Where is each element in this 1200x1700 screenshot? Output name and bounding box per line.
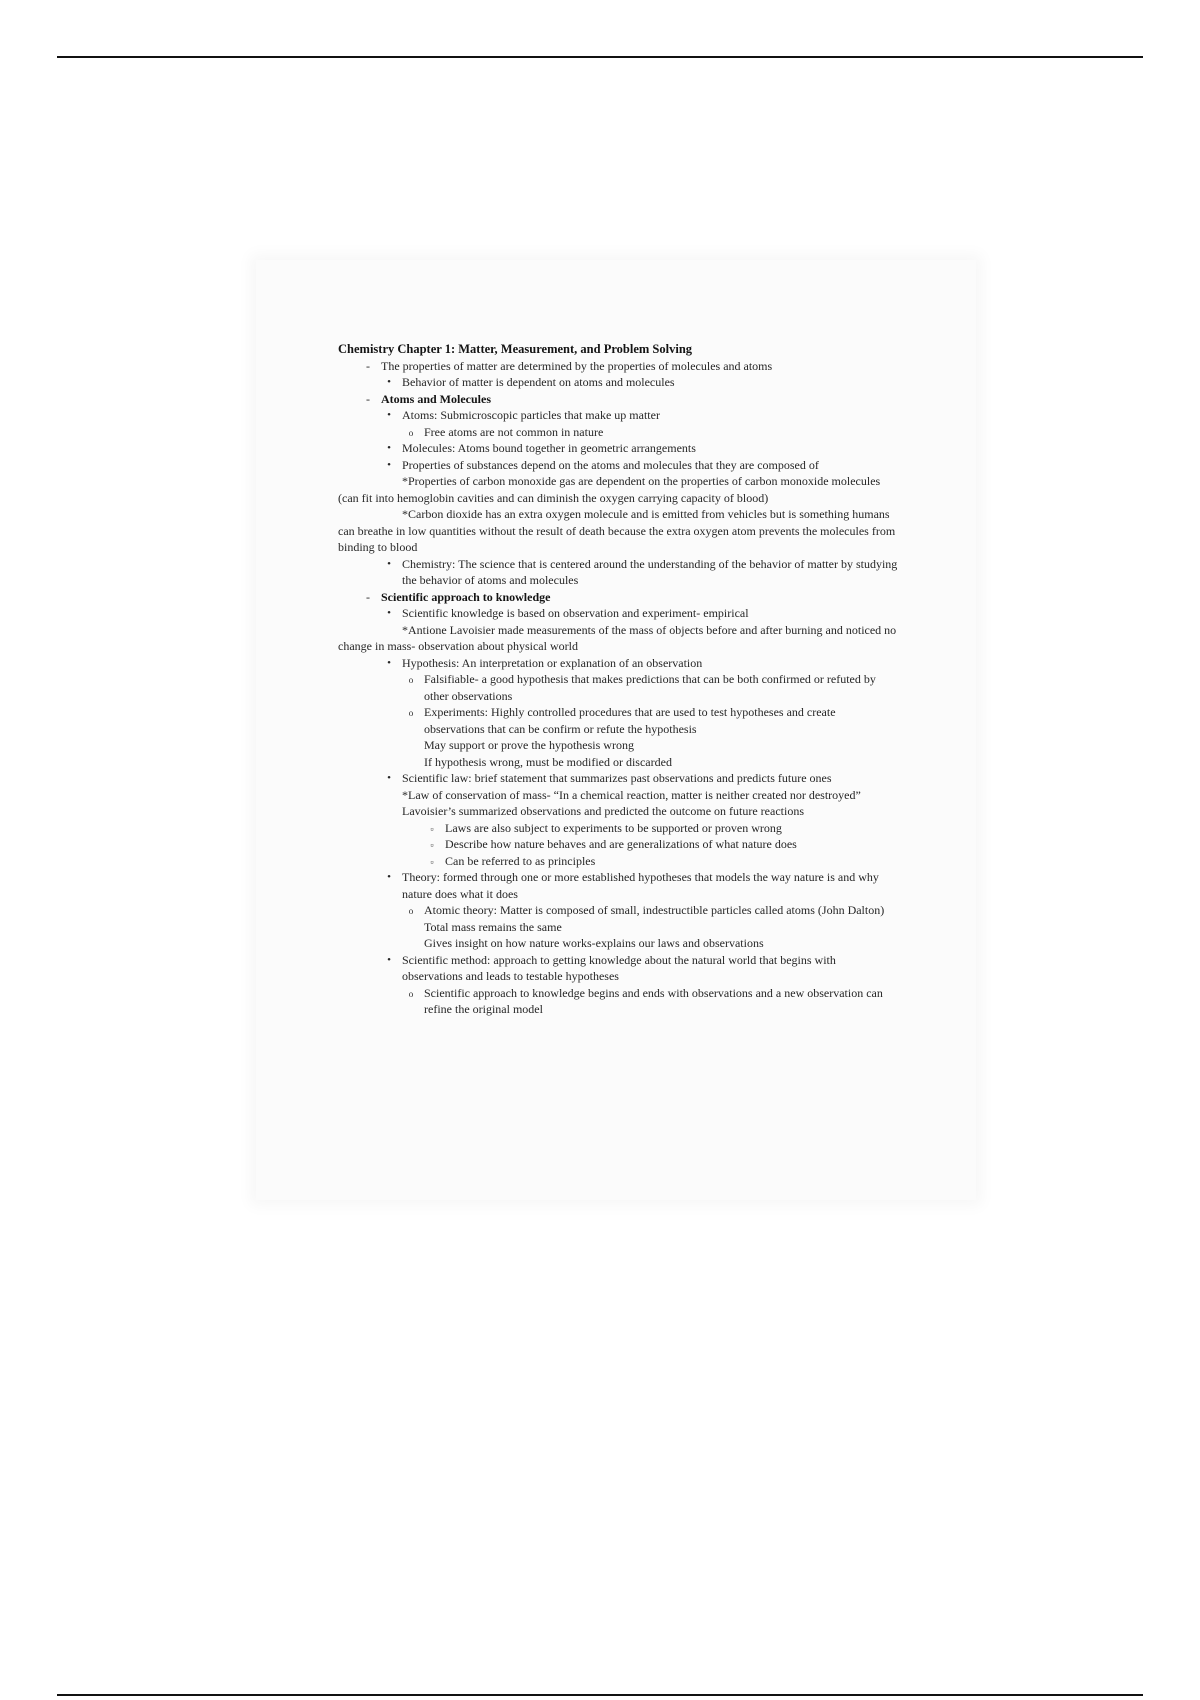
bullet-marker: •: [387, 607, 391, 619]
list-continuation: Gives insight on how nature works-explains our laws and observations: [424, 936, 764, 950]
list-item: o Atomic theory: Matter is composed of small, indestructible particles called atoms (John Dalton): [338, 902, 898, 919]
bullet-marker: •: [387, 871, 391, 883]
bullet-marker: •: [387, 656, 391, 669]
bullet-marker: •: [387, 557, 391, 570]
list-item: • Behavior of matter is dependent on atoms and molecules: [338, 374, 898, 391]
list-item: • Properties of substances depend on the atoms and molecules that they are composed of: [338, 457, 898, 474]
list-item: • Molecules: Atoms bound together in geometric arrangements: [338, 440, 898, 457]
bullet-marker: •: [387, 953, 391, 966]
bullet-marker: •: [387, 772, 391, 784]
list-item: • Scientific knowledge is based on observation and experiment- empirical: [338, 605, 898, 622]
bottom-rule: [57, 1694, 1143, 1696]
list-item: • Chemistry: The science that is centered around the understanding of the behavior of matter by studying the behavior of atoms and molecules: [338, 556, 898, 589]
circle-marker: o: [408, 708, 414, 718]
bullet-marker: •: [387, 409, 391, 421]
list-item: • Scientific law: brief statement that summarizes past observations and predicts future ones: [338, 770, 898, 787]
dash-marker: -: [366, 589, 370, 604]
list-continuation: If hypothesis wrong, must be modified or discarded: [424, 754, 672, 769]
dash-marker: -: [366, 391, 370, 406]
square-marker: ▫: [430, 856, 434, 867]
list-item: • Hypothesis: An interpretation or explanation of an observation: [338, 655, 898, 672]
list-continuation: Total mass remains the same: [424, 919, 562, 934]
circle-marker: o: [408, 427, 414, 438]
document-body: [338, 341, 898, 1018]
list-continuation: Lavoisier’s summarized observations and predicted the outcome on future reactions: [402, 804, 804, 818]
list-item: ▫ Describe how nature behaves and are generalizations of what nature does: [338, 836, 898, 853]
bullet-marker: •: [387, 442, 391, 454]
bullet-marker: •: [387, 376, 391, 388]
list-item: • Atoms: Submicroscopic particles that make up matter: [338, 407, 898, 424]
list-continuation: *Law of conservation of mass- “In a chemical reaction, matter is neither created nor destroyed”: [402, 787, 861, 802]
list-item: ▫ Can be referred to as principles: [338, 853, 898, 870]
circle-marker: o: [408, 675, 414, 685]
note-paragraph: *Antione Lavoisier made measurements of the mass of objects before and after burning and noticed no change in mass- observation about physical world: [338, 622, 897, 653]
note-paragraph: *Properties of carbon monoxide gas are dependent on the properties of carbon monoxide molecules (can fit into hemoglobin cavities and can diminish the oxygen carrying capacity of blood): [338, 474, 881, 505]
list-item: ▫ Laws are also subject to experiments to be supported or proven wrong: [338, 820, 898, 837]
circle-marker: o: [408, 906, 414, 916]
note-paragraph: *Carbon dioxide has an extra oxygen molecule and is emitted from vehicles but is something humans can breathe in low quantities without the result of death because the extra oxygen atom prevents the molecules from binding to blood: [338, 507, 896, 554]
document-title: Chemistry Chapter 1: Matter, Measurement, and Problem Solving: [338, 342, 693, 356]
list-item: - The properties of matter are determined by the properties of molecules and atoms: [338, 358, 898, 375]
list-continuation: May support or prove the hypothesis wrong: [424, 738, 634, 752]
section-heading: - Atoms and Molecules: [338, 391, 898, 408]
list-item: o Experiments: Highly controlled procedures that are used to test hypotheses and create observations that can be confirm or refute the hypothesis: [338, 704, 898, 737]
list-item: o Free atoms are not common in nature: [338, 424, 898, 441]
list-item: o Scientific approach to knowledge begins and ends with observations and a new observation can refine the original model: [338, 985, 898, 1018]
list-item: • Theory: formed through one or more established hypotheses that models the way nature is and why nature does what it does: [338, 869, 898, 902]
square-marker: ▫: [430, 823, 434, 834]
bullet-marker: •: [387, 458, 391, 471]
dash-marker: -: [366, 358, 370, 373]
top-rule: [57, 56, 1143, 58]
section-heading: - Scientific approach to knowledge: [338, 589, 898, 606]
list-item: o Falsifiable- a good hypothesis that makes predictions that can be both confirmed or refuted by other observations: [338, 671, 898, 704]
square-marker: ▫: [430, 840, 434, 850]
list-item: • Scientific method: approach to getting knowledge about the natural world that begins with observations and leads to testable hypotheses: [338, 952, 898, 985]
circle-marker: o: [408, 988, 414, 999]
